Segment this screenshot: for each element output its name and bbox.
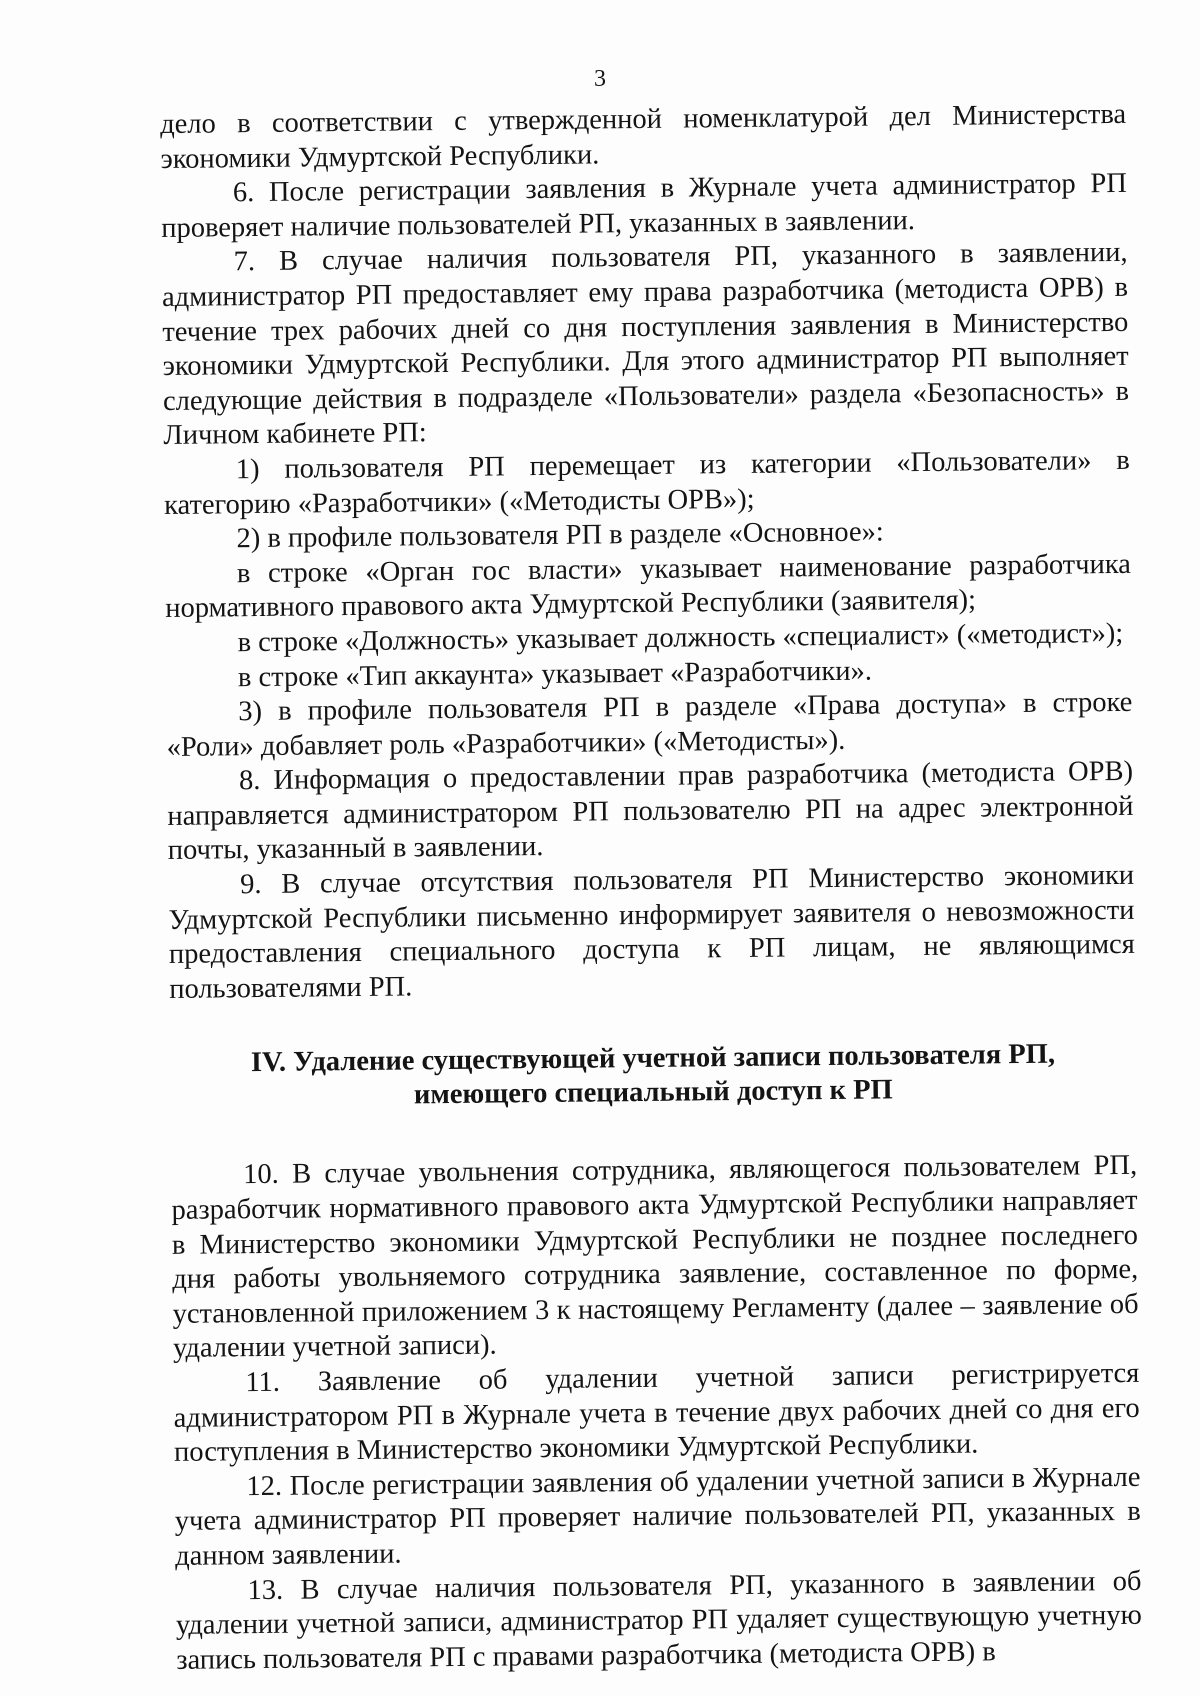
- page-number: 3: [594, 66, 606, 92]
- paragraph: в строке «Орган гос власти» указывает наименование разработчика нормативного правового акта Удмуртской Республики (заявителя);: [165, 548, 1131, 625]
- paragraph: 2) в профиле пользователя РП в разделе «Основное»:: [236, 516, 884, 555]
- document-body: [160, 98, 1142, 1678]
- paragraph: дело в соответствии с утвержденной номенклатурой дел Министерства экономики Удмуртской Республики.: [160, 98, 1127, 175]
- paragraph: 8. Информация о предоставлении прав разработчика (методиста ОРВ) направляется администратором РП пользователю РП на адрес электронной почты, указанный в заявлении.: [167, 756, 1134, 867]
- paragraph: 9. В случае отсутствия пользователя РП Министерство экономики Удмуртской Республики письменно информирует заявителя о невозможности предоставления специального доступа к РП лицам, не являющимся пользователями РП.: [168, 859, 1135, 1005]
- paragraph-group-bottom: [171, 1149, 1142, 1678]
- paragraph: в строке «Тип аккаунта» указывает «Разработчики».: [237, 655, 873, 693]
- paragraph: 10. В случае увольнения сотрудника, являющегося пользователем РП, разработчик нормативного правового акта Удмуртской Республики направляет в Министерство экономики Удмуртской Республики не позднее последнего дня работы увольняемого сотрудника заявление, составленное по форме, установленной приложением 3 к настоящему Регламенту (далее – заявление об удалении учетной записи).: [171, 1150, 1139, 1365]
- paragraph: 1) пользователя РП перемещает из категории «Пользователи» в категорию «Разработчики» («Методисты ОРВ»);: [163, 444, 1130, 521]
- paragraph: в строке «Должность» указывает должность «специалист» («методист»);: [237, 617, 1124, 659]
- paragraph: 7. В случае наличия пользователя РП, указанного в заявлении, администратор РП предоставляет ему права разработчика (методиста ОРВ) в течение трех рабочих дней со дня поступления заявления в Министерство экономики Удмуртской Республики. Для этого администратор РП выполняет следующие действия в подразделе «Пользователи» раздела «Безопасность» в Личном кабинете РП:: [161, 237, 1130, 452]
- paragraph-group-top: [160, 98, 1135, 1008]
- paragraph: 6. После регистрации заявления в Журнале учета администратор РП проверяет наличие пользователей РП, указанных в заявлении.: [161, 168, 1128, 244]
- section-heading-line-2: имеющего специальный доступ к РП: [413, 1074, 893, 1111]
- paragraph: 11. Заявление об удалении учетной записи регистрируется администратором РП в Журнале учета в течение двух рабочих дней со дня его поступления в Министерство экономики Удмуртской Республики.: [173, 1357, 1140, 1469]
- section-heading: [170, 1037, 1137, 1115]
- paragraph: 3) в профиле пользователя РП в разделе «Права доступа» в строке «Роли» добавляет роль «Разработчики» («Методисты»).: [166, 686, 1133, 763]
- paragraph: 13. В случае наличия пользователя РП, указанного в заявлении об удалении учетной записи, администратор РП удаляет существующую учетную запись пользователя РП с правами разработчика (методиста ОРВ) в: [175, 1565, 1143, 1676]
- paragraph: 12. После регистрации заявления об удалении учетной записи в Журнале учета администратор РП проверяет наличие пользователей РП, указанных в данном заявлении.: [174, 1461, 1141, 1572]
- section-heading-line-1: IV. Удаление существующей учетной записи пользователя РП,: [250, 1039, 1056, 1079]
